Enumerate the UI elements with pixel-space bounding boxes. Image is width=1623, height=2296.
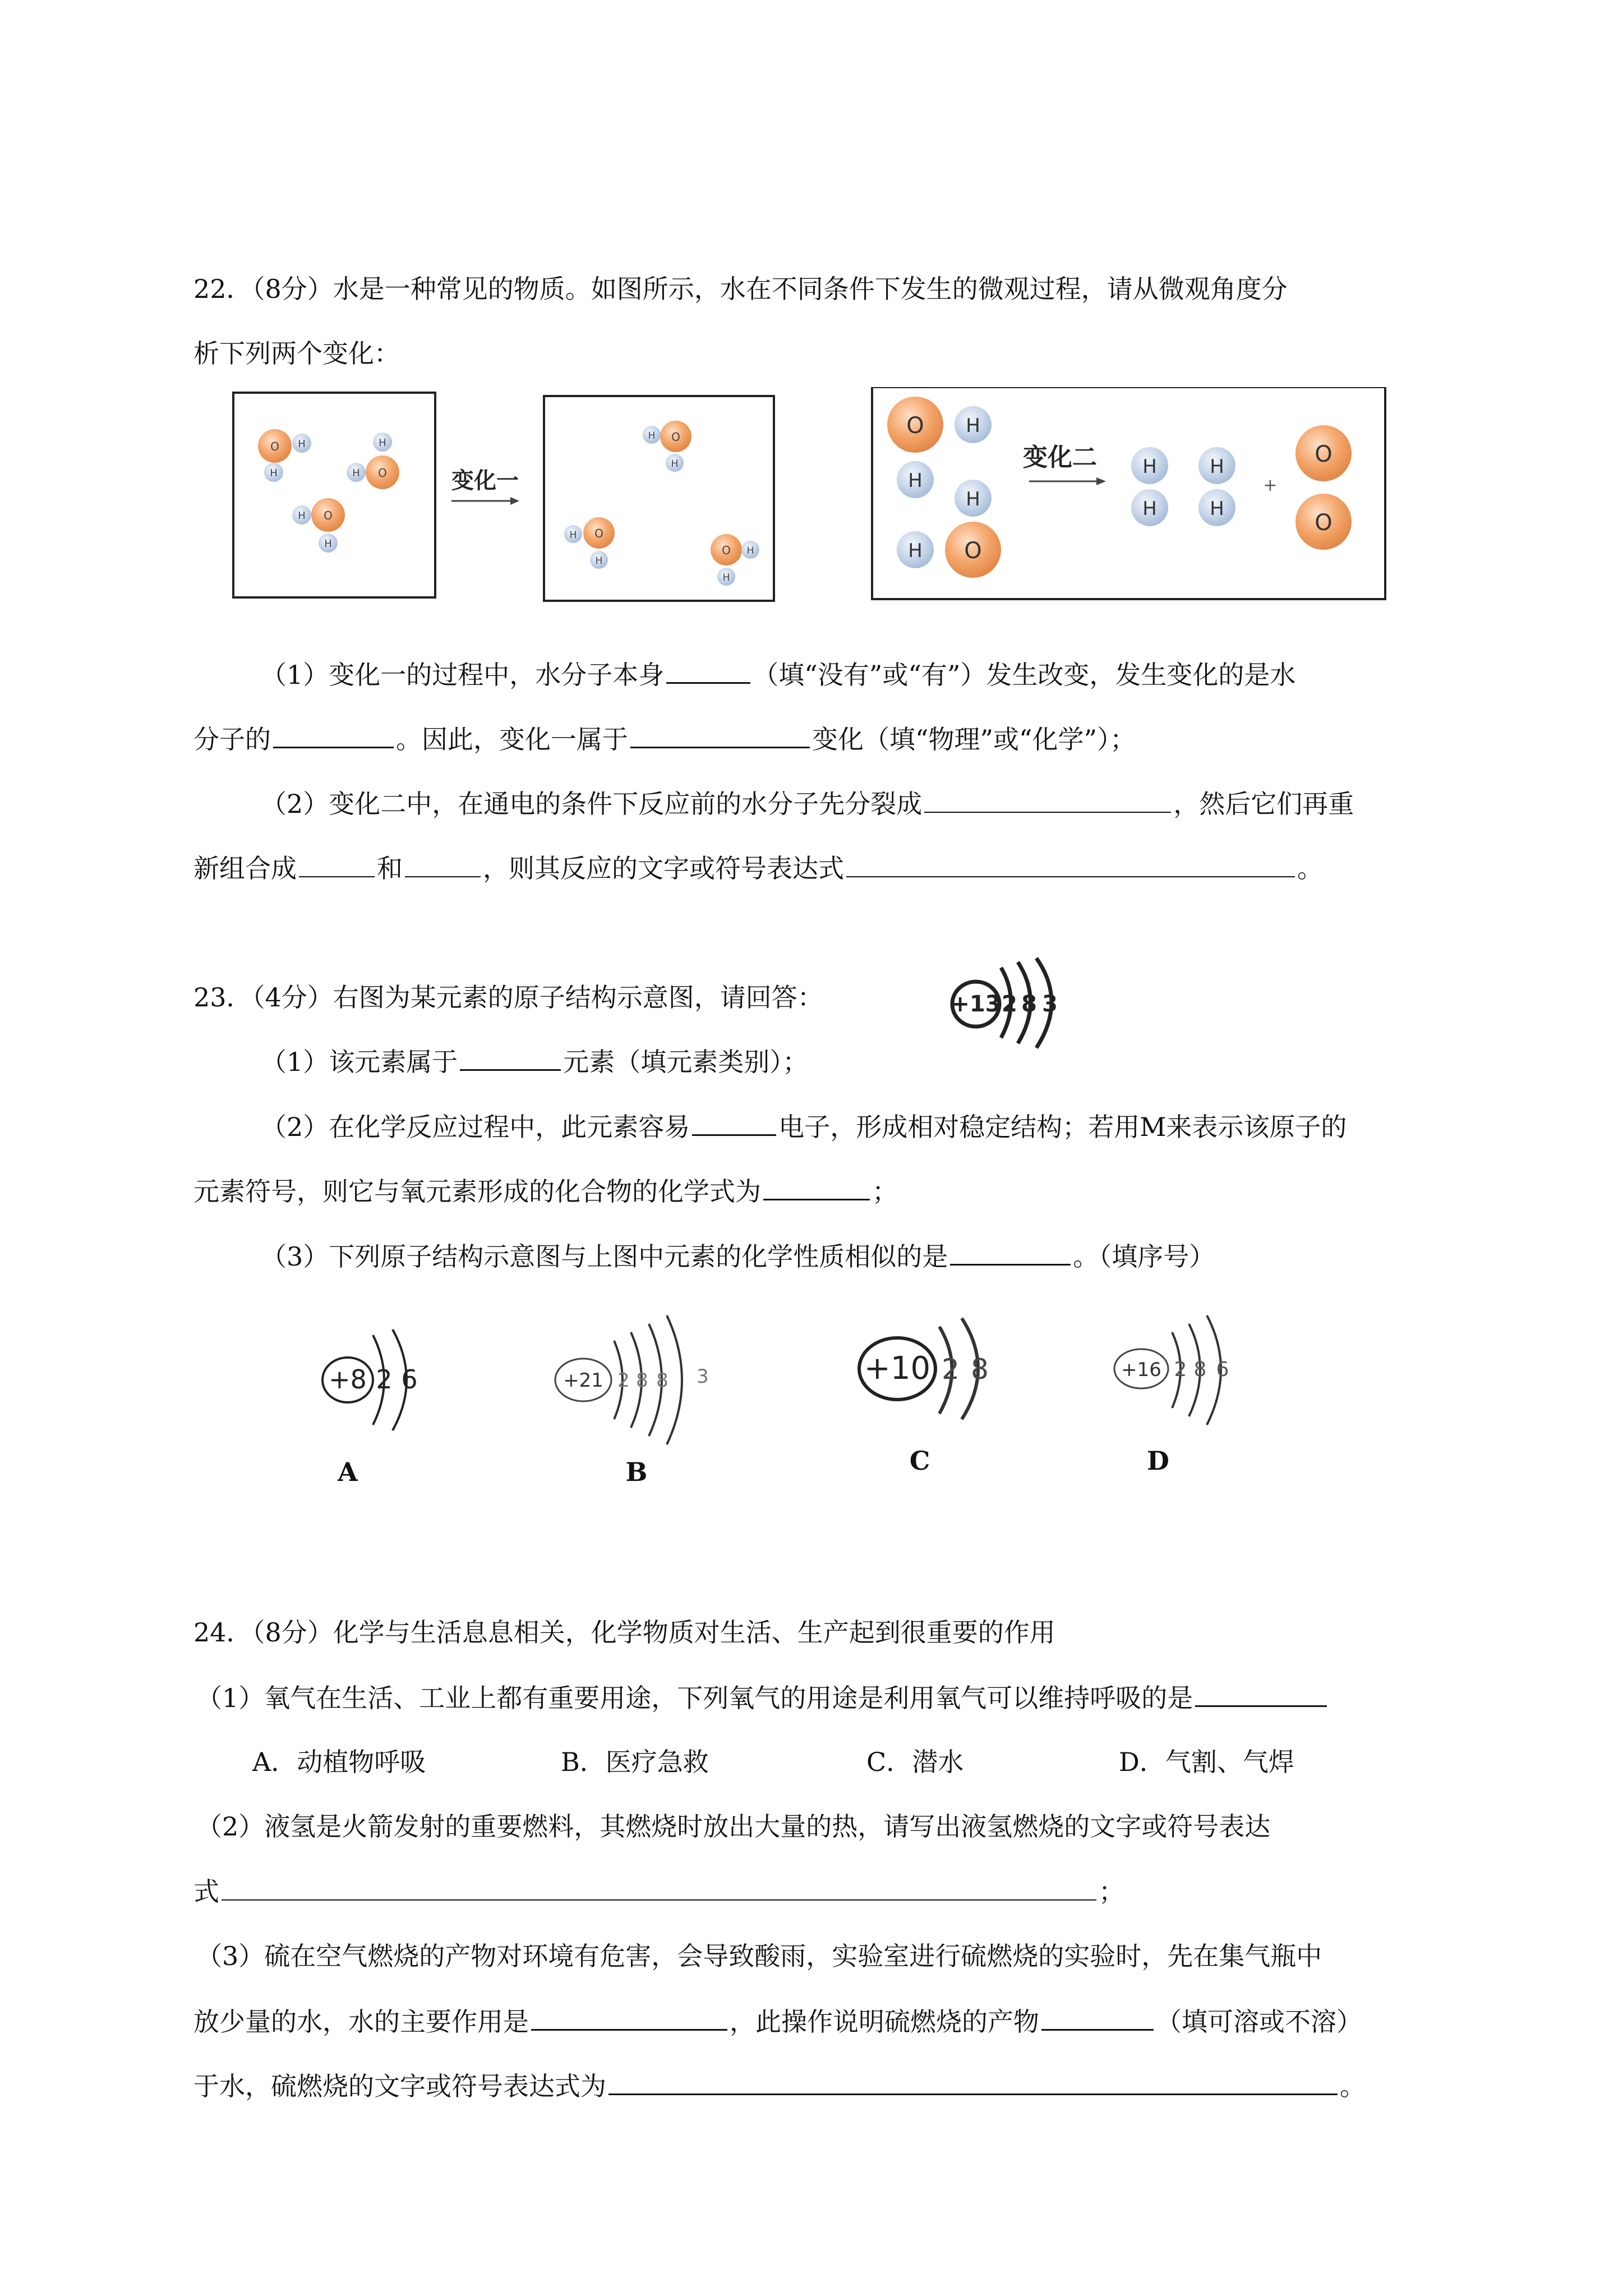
answer-blank[interactable] [1041, 2004, 1154, 2031]
svg-text:+16: +16 [1121, 1359, 1161, 1381]
svg-text:3: 3 [697, 1365, 709, 1388]
option-label: D [1147, 1446, 1169, 1476]
svg-text:3: 3 [1042, 991, 1058, 1017]
option-label: A [338, 1457, 358, 1487]
q22-header: 22．（8分）水是一种常见的物质。如图所示，水在不同条件下发生的微观过程，请从微观角度分 [193, 274, 1288, 304]
answer-blank[interactable] [763, 1174, 870, 1200]
change1-before-box [233, 393, 435, 597]
answer-blank[interactable] [924, 787, 1171, 813]
svg-text:6: 6 [1216, 1358, 1229, 1381]
svg-text:H: H [379, 437, 386, 449]
atom-option-a[interactable] [311, 1313, 440, 1492]
svg-text:H: H [746, 545, 754, 556]
atom-option-d[interactable] [1110, 1301, 1256, 1487]
answer-blank[interactable] [692, 1110, 776, 1136]
svg-text:8: 8 [656, 1369, 668, 1392]
plus-sign: + [1263, 476, 1278, 495]
svg-text:O: O [270, 440, 279, 453]
svg-text:H: H [1142, 455, 1157, 478]
q23-part2-line1: （2）在化学反应过程中，此元素容易 电子，形成相对稳定结构；若用M来表示该原子的 [261, 1110, 1347, 1144]
svg-text:6: 6 [401, 1364, 418, 1395]
q24-part2-line1: （2）液氢是火箭发射的重要燃料，其燃烧时放出大量的热，请写出液氢燃烧的文字或符号表达 [196, 1811, 1271, 1842]
q24-choice-b[interactable]: B．医疗急救 [561, 1747, 709, 1777]
q24-header: 24．（8分）化学与生活息息相关，化学物质对生活、生产起到很重要的作用 [193, 1617, 1055, 1648]
svg-text:H: H [722, 572, 730, 583]
q24-choice-d[interactable]: D．气割、气焊 [1119, 1747, 1294, 1777]
svg-text:8: 8 [971, 1353, 989, 1386]
q23-part1: （1）该元素属于 元素（填元素类别）； [261, 1045, 808, 1079]
svg-text:H: H [966, 415, 980, 437]
svg-text:2: 2 [617, 1369, 630, 1392]
svg-text:H: H [270, 467, 278, 479]
svg-text:O: O [671, 430, 680, 444]
svg-text:O: O [906, 413, 924, 439]
change2-box [872, 387, 1385, 599]
svg-text:H: H [1210, 498, 1224, 520]
option-label: C [909, 1446, 930, 1476]
svg-text:8: 8 [1021, 991, 1037, 1017]
atom-diagram-main [948, 948, 1077, 1055]
q24-part2-line2: 式 ； [193, 1875, 1124, 1908]
answer-blank[interactable] [846, 852, 1295, 877]
q24-choice-a[interactable]: A．动植物呼吸 [252, 1747, 426, 1777]
svg-text:H: H [569, 530, 577, 541]
svg-text:H: H [324, 538, 332, 550]
svg-text:+10: +10 [864, 1350, 931, 1387]
svg-text:H: H [648, 430, 656, 441]
svg-text:+21: +21 [563, 1369, 603, 1392]
answer-blank[interactable] [531, 2004, 727, 2031]
q22-part1-line2: 分子的 。因此，变化一属于 变化（填“物理”或“化学”）； [193, 722, 1136, 756]
svg-text:H: H [671, 458, 679, 470]
svg-text:H: H [908, 470, 923, 492]
svg-text:8: 8 [636, 1369, 648, 1392]
atom-option-b[interactable] [552, 1301, 737, 1492]
q24-choice-c[interactable]: C．潜水 [866, 1747, 964, 1777]
answer-blank[interactable] [1195, 1681, 1327, 1707]
change1-label: 变化一 [451, 468, 519, 494]
answer-blank[interactable] [630, 722, 810, 748]
q24-part3-line3: 于水，硫燃烧的文字或符号表达式为 。 [193, 2069, 1366, 2103]
q22-part2-line1: （2）变化二中，在通电的条件下反应前的水分子先分裂成 ，然后它们再重 [261, 787, 1354, 821]
svg-text:O: O [594, 527, 603, 540]
answer-blank[interactable] [950, 1239, 1071, 1266]
q24-part1: （1）氧气在生活、工业上都有重要用途，下列氧气的用途是利用氧气可以维持呼吸的是 [196, 1681, 1329, 1715]
answer-blank[interactable] [222, 1875, 1096, 1901]
svg-text:H: H [298, 438, 306, 450]
q22-part2-line2: 新组合成 和 ，则其反应的文字或符号表达式 。 [193, 852, 1323, 885]
answer-blank[interactable] [666, 657, 750, 684]
q24-part3-line2: 放少量的水，水的主要作用是 ，此操作说明硫燃烧的产物 （填可溶或不溶） [193, 2004, 1362, 2039]
svg-text:2: 2 [1002, 991, 1017, 1017]
change2-label: 变化二 [1023, 443, 1097, 472]
svg-text:O: O [378, 466, 387, 480]
q23-header: 23．（4分）右图为某元素的原子结构示意图，请回答： [193, 982, 823, 1013]
answer-blank[interactable] [273, 722, 394, 748]
q23-part3: （3）下列原子结构示意图与上图中元素的化学性质相似的是 。（填序号） [261, 1239, 1215, 1273]
svg-text:H: H [1210, 455, 1224, 478]
atom-option-c[interactable] [855, 1301, 1023, 1487]
q24-part3-line1: （3）硫在空气燃烧的产物对环境有危害，会导致酸雨，实验室进行硫燃烧的实验时，先在集气瓶中 [196, 1941, 1322, 1971]
svg-text:H: H [1142, 498, 1157, 520]
svg-text:+13: +13 [951, 991, 1001, 1017]
svg-text:H: H [352, 467, 360, 479]
q23-part2-line2: 元素符号，则它与氧元素形成的化合物的化学式为 ； [193, 1174, 898, 1208]
svg-text:2: 2 [942, 1353, 960, 1386]
svg-text:O: O [1315, 441, 1332, 467]
svg-text:H: H [966, 488, 980, 510]
svg-text:2: 2 [1174, 1358, 1187, 1381]
svg-text:H: H [298, 510, 306, 522]
answer-blank[interactable] [460, 1045, 561, 1071]
svg-text:+8: +8 [329, 1364, 367, 1395]
answer-blank[interactable] [299, 852, 375, 877]
answer-blank[interactable] [405, 852, 481, 877]
svg-text:H: H [595, 555, 603, 567]
water-change-figure [230, 387, 1396, 611]
svg-text:O: O [964, 538, 982, 564]
svg-text:O: O [722, 544, 731, 557]
svg-text:2: 2 [376, 1364, 393, 1395]
change1-after-box [544, 396, 774, 601]
svg-text:O: O [1315, 510, 1332, 536]
q22-header-cont: 析下列两个变化： [193, 338, 400, 369]
svg-text:8: 8 [1193, 1358, 1207, 1381]
svg-text:O: O [324, 509, 333, 522]
q22-part1-line1: （1）变化一的过程中，水分子本身 （填“没有”或“有”）发生改变，发生变化的是水 [261, 657, 1295, 692]
svg-text:H: H [908, 540, 923, 562]
option-label: B [625, 1457, 648, 1487]
answer-blank[interactable] [608, 2069, 1338, 2095]
